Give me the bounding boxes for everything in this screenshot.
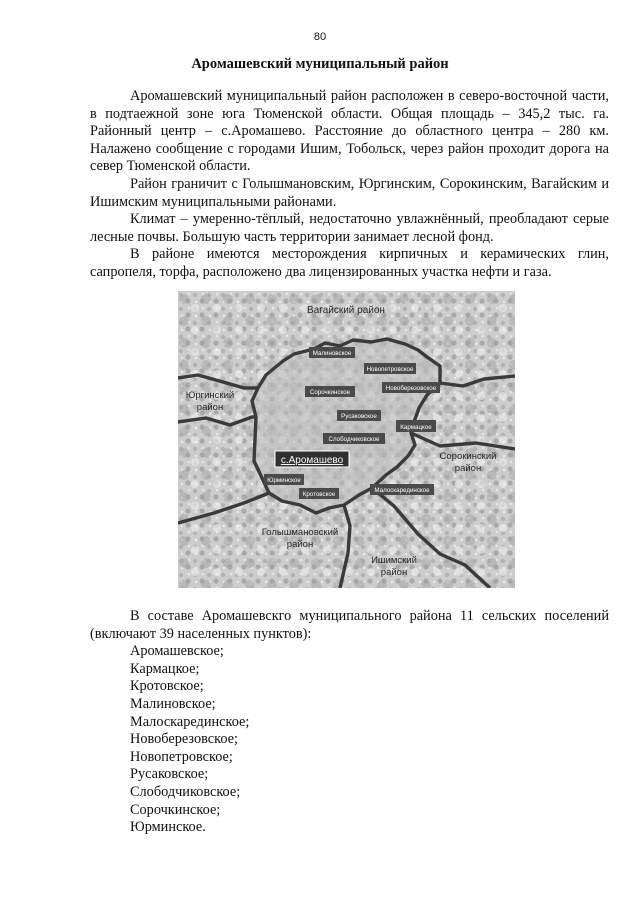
settlement-aromashevo-center — [275, 451, 349, 467]
settlement-karmatskoe — [396, 420, 436, 432]
svg-text:Новопетровское: Новопетровское — [366, 366, 414, 373]
list-item: Новопетровское; — [130, 748, 233, 765]
label-ishim-1: Ишимский — [371, 555, 417, 566]
svg-text:Слободчиковское: Слободчиковское — [328, 436, 380, 443]
list-item: Русаковское; — [130, 766, 209, 783]
district-map — [178, 291, 515, 588]
label-sorokino-2: район — [454, 463, 482, 474]
intro-text — [90, 88, 609, 282]
settlement-novopetrovskoe — [364, 363, 416, 374]
svg-text:Кармацкое: Кармацкое — [400, 424, 432, 431]
list-item: Юрминское. — [130, 819, 206, 836]
svg-text:Сорочкинское: Сорочкинское — [309, 389, 351, 396]
settlement-sorochkinskoe — [305, 386, 355, 397]
list-item: Кармацкое; — [130, 660, 200, 677]
svg-text:Малиновское: Малиновское — [312, 350, 352, 357]
settlement-novoberezovskoe — [382, 382, 440, 393]
settlement-list — [90, 643, 609, 837]
composition-intro: В составе Аромашевскго муниципального района 11 сельских поселений (включают 39 населенных пунктов): — [90, 608, 609, 642]
list-item: Малоскарединское; — [130, 713, 250, 730]
settlement-malinovskoe — [309, 347, 355, 358]
svg-text:Малоскарединское: Малоскарединское — [374, 487, 430, 494]
svg-text:Русаковское: Русаковское — [341, 413, 377, 420]
label-yurga-2: район — [196, 402, 224, 413]
page-number: 80 — [313, 31, 327, 43]
label-sorokino-1: Сорокинский — [439, 451, 497, 462]
label-golyshmanovo-2: район — [286, 539, 314, 550]
svg-text:с.Аромашево: с.Аромашево — [280, 455, 344, 466]
list-item: Аромашевское; — [130, 643, 224, 660]
label-yurga-1: Юргинский — [185, 390, 235, 401]
settlement-slobodchikovskoe — [323, 433, 385, 444]
svg-text:Кротовское: Кротовское — [302, 491, 336, 498]
paragraph-location: Аромашевский муниципальный район расположен в северо-восточной части, в подтаежной зоне юга Тюменской области. Общая площадь – 345,2 тыс. га. Районный центр – с.Аромашево. Расстояние до областного центра – 280 км. Налажено сообщение с городами Ишим, Тобольск, через район проходит дорога на север Тюменской области. — [90, 88, 609, 175]
section-title: Аромашевский муниципальный район — [191, 56, 449, 72]
list-item: Малиновское; — [130, 695, 216, 712]
list-item: Слободчиковское; — [130, 783, 241, 800]
list-item: Кротовское; — [130, 678, 204, 695]
label-golyshmanovo-1: Голышмановский — [261, 527, 339, 538]
settlement-yurminskoe — [264, 474, 304, 485]
svg-text:Новоберезовское: Новоберезовское — [385, 385, 437, 392]
settlement-maloskaredinskoe — [370, 484, 434, 495]
composition-section — [90, 608, 609, 837]
label-ishim-2: район — [380, 567, 408, 578]
list-item: Сорочкинское; — [130, 801, 221, 818]
svg-text:Юрминское: Юрминское — [267, 477, 301, 484]
paragraph-resources: В районе имеются месторождения кирпичных и керамических глин, сапропеля, торфа, расположено два лицензированных участка нефти и газа. — [90, 246, 609, 280]
settlement-krotovskoe — [299, 488, 339, 499]
list-item: Новоберезовское; — [130, 731, 238, 748]
paragraph-climate: Климат – умеренно-тёплый, недостаточно увлажнённый, преобладают серые лесные почвы. Большую часть территории занимает лесной фонд. — [90, 211, 609, 245]
paragraph-borders: Район граничит с Голышмановским, Юргинским, Сорокинским, Вагайским и Ишимским муниципальными районами. — [90, 175, 609, 210]
settlement-rusakovskoe — [337, 410, 381, 421]
label-vagai: Вагайский район — [307, 305, 385, 316]
